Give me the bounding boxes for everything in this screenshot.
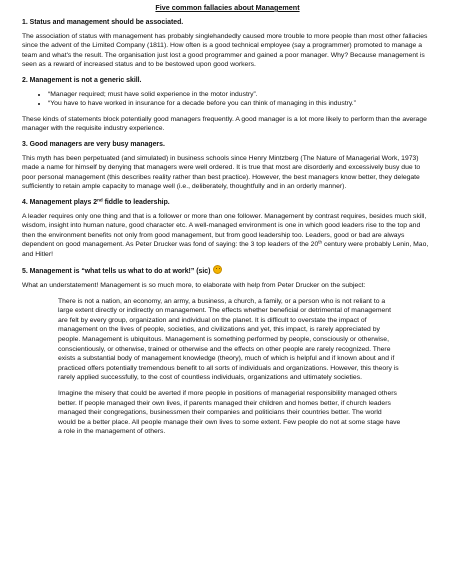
heading-text: fiddle to leadership. — [102, 198, 170, 206]
section-3-heading: 3. Good managers are very busy managers. — [22, 140, 165, 148]
drucker-quote-block — [58, 297, 433, 437]
quote-paragraph: There is not a nation, an economy, an army, a business, a church, a family, or a person who is not reliant to a large extent directly or indirectly on management. The effects whether beneficial or detrimental of management are felt by every group, organization and individual on the planet. It is difficult to overstate the impact of management on the lives of people, societies, and civilizations and yet, this impact, is rarely appreciated by people. Management is ubiquitous. Management is something performed by people, consciously or otherwise, conscientiously, or otherwise, trained or otherwise and the effects on other people are rarely recognized. There exists a substantial body of management knowledge (theory), much of which is helpful and if known about and if practiced offers potentially tremendous benefit to all sorts of individuals and organizations. However, this theory is rarely applied successfully, to the cost of countless individuals, organizations and ultimately societies. — [58, 297, 399, 382]
bullet-item: • “Manager required; must have solid experience in the motor industry”. — [48, 90, 433, 100]
grinning-face-icon — [213, 265, 222, 274]
section-5-heading — [22, 265, 433, 277]
section-1-heading: 1. Status and management should be associated. — [22, 19, 184, 26]
section-1-paragraph: The association of status with management has probably singlehandedly caused more trouble to more people than most other fallacies since the advent of the Limited Company (1811). How often is a good technical employee (say a programmer) promoted to manage a team and what's the result. The organisation just lost a good programmer and gained a poor manager. Why? Because management is seen as a reward of increased status and to be bestowed upon good workers. — [22, 32, 428, 69]
superscript: th — [318, 239, 323, 245]
quote-paragraph: Imagine the misery that could be averted if more people in positions of managerial responsibility managed others better. If people managed their own lives, if parents managed their children and homes better, if church leaders managed their congregations, businessmen their companies and politicians their countries better. The world would be a better place. All people manage their own lives to some extent. Few people do not at some stage have a role in the management of others. — [58, 390, 401, 436]
section-3-paragraph: This myth has been perpetuated (and simulated) in business schools since Henry Mintzberg (The Nature of Managerial Work, 1973) made a name for himself by denying that managers were well ordered. It is true that most are disorderly and excessively busy due to poor personal management (this describes reality rather than best practice). However, the best managers know better, they delegate sufficiently to retain ample capacity to manage well (i.e., deliberately, thoughtfully and in an orderly manner). — [22, 154, 421, 191]
heading-text: 4. Management plays 2 — [22, 198, 98, 206]
section-2-bullet-list — [22, 90, 433, 109]
section-4-paragraph — [22, 212, 433, 260]
section-5-intro: What an understatement! Management is so much more, to elaborate with help from Peter Drucker on the subject: — [22, 282, 366, 290]
paragraph-text: A leader requires only one thing and that is a follower or more than one follower. Management by contrast requires, besides much skill, wisdom, insight into human nature, good character etc. A well-managed environment is one in which good leaders rise to the top and then the environment benefits not only from good management, but from good leadership too. Leaders, good or bad are always dependent on good management. As Peter Drucker was fond of saying: the 3 top leaders of the 20 — [22, 212, 427, 249]
section-2-paragraph: These kinds of statements block potentially good managers frequently. A good manager is a lot more likely to perform than the average manager with the requisite industry experience. — [22, 115, 427, 133]
bullet-item: • “You have to have worked in insurance for a decade before you can think of managing in this industry.” — [48, 99, 433, 109]
heading-text: 5. Management is “what tells us what to do at work!” (sic) — [22, 268, 211, 276]
section-2-heading: 2. Management is not a generic skill. — [22, 76, 142, 84]
document-title: Five common fallacies about Management — [155, 3, 300, 12]
paragraph-text: century were probably Lenin, Mao, and Hitler! — [22, 241, 429, 258]
superscript: nd — [97, 197, 103, 203]
section-4-heading — [22, 198, 433, 208]
